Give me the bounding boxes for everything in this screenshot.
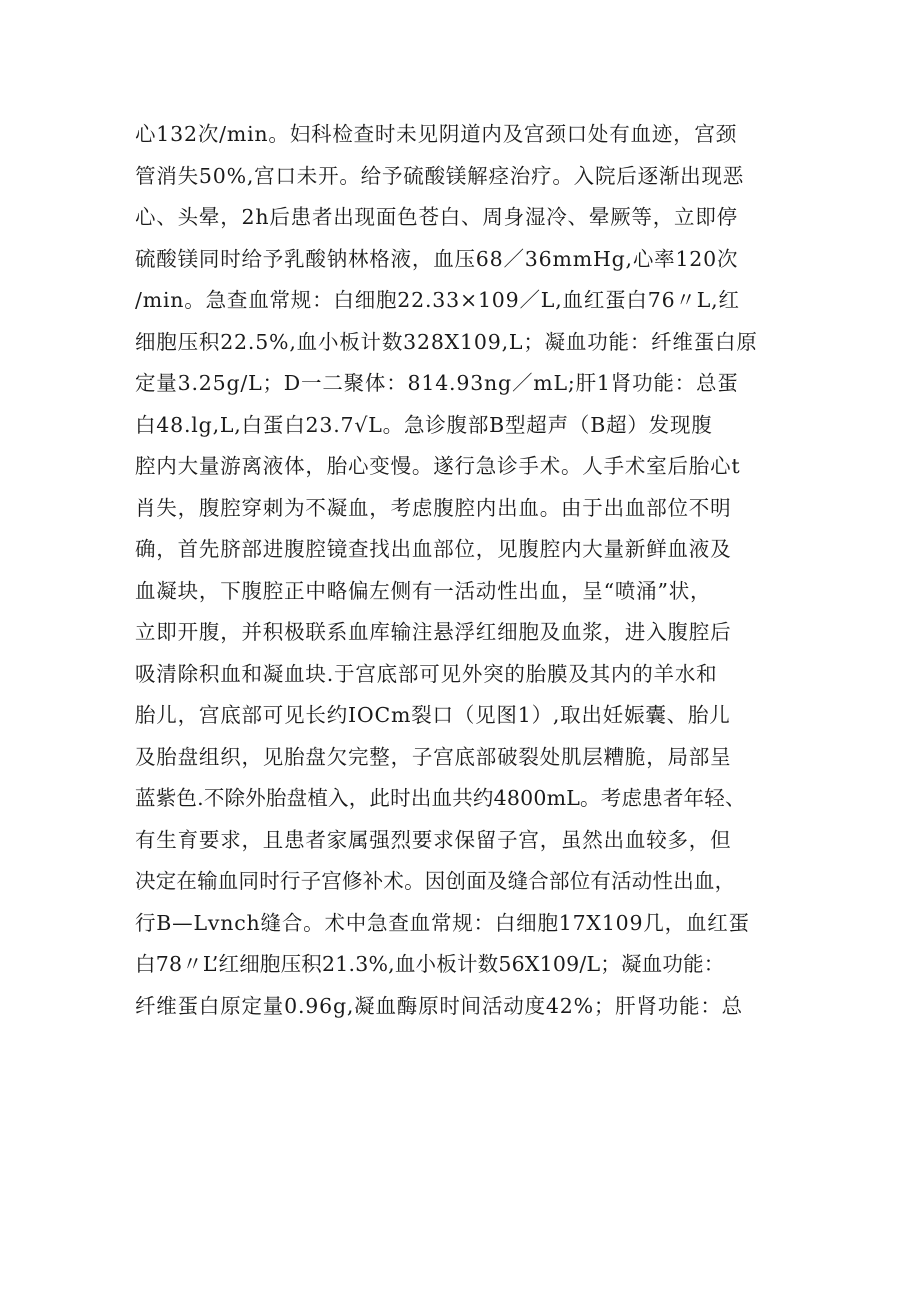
text-line: 决定在输血同时行子宫修补术。因创面及缝合部位有活动性出血， (135, 869, 736, 893)
text-line: 蓝紫色.不除外胎盘植入，此时出血共约4800mL。考虑患者年轻、 (135, 786, 746, 810)
text-line: 肖失，腹腔穿刺为不凝血，考虑腹腔内出血。由于出血部位不明 (135, 495, 732, 520)
text-line: 腔内大量游离液体，胎心变慢。遂行急诊手术。人手术室后胎心t (135, 454, 741, 478)
text-line: 心、头晕，2h后患者出现面色苍白、周身湿冷、晕厥等，立即停 (135, 205, 738, 229)
case-report-paragraph (135, 114, 815, 1027)
text-line: 吸清除积血和凝血块.于宫底部可见外突的胎膜及其内的羊水和 (135, 661, 718, 686)
text-line: 白78〃L’红细胞压积21.3%,血小板计数56X109/L；凝血功能： (135, 952, 725, 976)
text-line: 有生育要求，且患者家属强烈要求保留子宫，虽然出血较多，但 (135, 827, 732, 852)
text-line: 细胞压积22.5%,血小板计数328X109,L；凝血功能：纤维蛋白原 (135, 329, 758, 354)
text-line: 血凝块，下腹腔正中略偏左侧有一活动性出血，呈“喷涌”状， (135, 578, 712, 603)
text-line: 立即开腹，并积极联系血库输注悬浮红细胞及血浆，进入腹腔后 (135, 620, 732, 644)
text-line: 胎儿，宫底部可见长约IOCm裂口（见图1）,取出妊娠囊、胎儿 (135, 703, 731, 727)
text-line: 心132次/min。妇科检查时未见阴道内及宫颈口处有血迹，宫颈 (135, 122, 738, 146)
text-line: 行B—Lvnch缝合。术中急查血常规：白细胞17X109几，血红蛋 (135, 910, 750, 935)
text-line: 及胎盘组织，见胎盘欠完整，子宫底部破裂处肌层糟脆，局部呈 (135, 744, 732, 769)
text-line: 定量3.25g/L；D一二聚体：814.93ng／mL;肝1肾功能：总蛋 (135, 371, 739, 395)
text-line: 白48.lg,L,白蛋白23.7√L。急诊腹部B型超声（B超）发现腹 (135, 412, 713, 437)
text-line: 硫酸镁同时给予乳酸钠林格液，血压68／36mmHg,心率120次 (135, 246, 739, 271)
text-line: 管消失50%,宫口未开。给予硫酸镁解痉治疗。入院后逐渐出现恶 (135, 163, 745, 188)
text-line: 纤维蛋白原定量0.96g,凝血酶原时间活动度42%；肝肾功能：总 (135, 993, 743, 1018)
text-line: 确，首先脐部进腹腔镜查找出血部位，见腹腔内大量新鲜血液及 (135, 537, 732, 561)
text-line: /min。急查血常规：白细胞22.33×109／L,血红蛋白76〃L,红 (135, 288, 740, 312)
